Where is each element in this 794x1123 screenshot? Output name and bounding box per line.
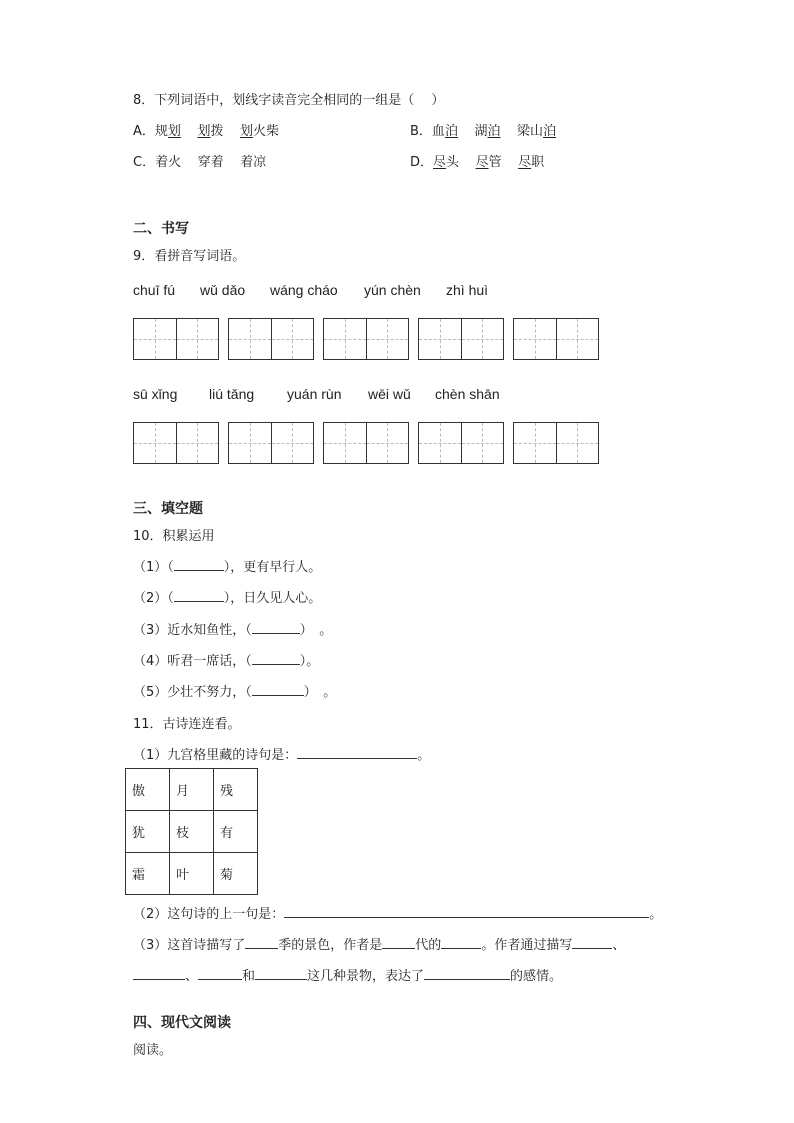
- answer-blank[interactable]: [284, 905, 649, 918]
- q8-option-b[interactable]: B．血泊 湖泊 梁山泊: [410, 124, 557, 139]
- pinyin-label: yuán rùn: [287, 386, 342, 402]
- answer-blank[interactable]: [441, 936, 481, 949]
- grid-cell: 叶: [170, 853, 214, 895]
- answer-blank[interactable]: [382, 936, 415, 949]
- q10-item-3: （3）近水知鱼性，（ ） 。: [133, 623, 333, 638]
- pinyin-label: zhì huì: [446, 282, 489, 298]
- section2-title: 二、书写: [133, 221, 189, 237]
- answer-blank[interactable]: [572, 936, 612, 949]
- grid-cell: 菊: [214, 853, 258, 895]
- q8-stem: 8．下列词语中，划线字读音完全相同的一组是（ ）: [133, 93, 445, 108]
- pinyin-label: liú tǎng: [209, 386, 255, 402]
- nine-square-grid: [125, 768, 258, 895]
- writing-box[interactable]: [323, 422, 409, 464]
- writing-box[interactable]: [513, 318, 599, 360]
- pinyin-label: yún chèn: [364, 282, 421, 298]
- grid-cell: 枝: [170, 811, 214, 853]
- q8-option-c[interactable]: C．着火 穿着 着凉: [133, 155, 267, 170]
- grid-cell: 犹: [126, 811, 170, 853]
- pinyin-label: chuī fú: [133, 282, 176, 298]
- writing-box[interactable]: [228, 318, 314, 360]
- answer-blank[interactable]: [252, 652, 300, 665]
- q10-stem: 10．积累运用: [133, 529, 215, 544]
- section3-title: 三、填空题: [133, 501, 203, 517]
- answer-blank[interactable]: [133, 967, 185, 980]
- answer-blank[interactable]: [252, 683, 304, 696]
- grid-cell: 月: [170, 769, 214, 811]
- pinyin-label: wēi wǔ: [368, 386, 411, 402]
- grid-cell: 残: [214, 769, 258, 811]
- pinyin-label: wáng cháo: [270, 282, 338, 298]
- q10-item-4: （4）听君一席话，（ ）。: [133, 654, 320, 669]
- grid-cell: 霜: [126, 853, 170, 895]
- writing-box[interactable]: [418, 422, 504, 464]
- writing-box[interactable]: [133, 318, 219, 360]
- answer-blank[interactable]: [252, 621, 300, 634]
- q8-option-d[interactable]: D．尽头 尽管 尽职: [410, 155, 545, 170]
- q11-part-1: （1）九宫格里藏的诗句是： 。: [133, 748, 431, 763]
- answer-blank[interactable]: [198, 967, 242, 980]
- q11-stem: 11．古诗连连看。: [133, 717, 241, 732]
- q11-part-3: （3）这首诗描写了 季的景色，作者是 代的 。作者通过描写 、: [133, 938, 626, 953]
- pinyin-label: sū xǐng: [133, 386, 178, 402]
- q8-option-a[interactable]: A．规划 划拨 划火柴: [133, 124, 280, 139]
- answer-blank[interactable]: [174, 558, 224, 571]
- answer-blank[interactable]: [174, 589, 224, 602]
- reading-label: 阅读。: [133, 1043, 173, 1058]
- writing-box[interactable]: [133, 422, 219, 464]
- grid-cell: 傲: [126, 769, 170, 811]
- answer-blank[interactable]: [424, 967, 510, 980]
- writing-box[interactable]: [418, 318, 504, 360]
- q10-item-2: （2）（ ），日久见人心。: [133, 591, 322, 606]
- answer-blank[interactable]: [255, 967, 307, 980]
- q11-part-2: （2）这句诗的上一句是： 。: [133, 907, 663, 922]
- answer-blank[interactable]: [245, 936, 278, 949]
- pinyin-label: chèn shān: [435, 386, 500, 402]
- writing-box[interactable]: [513, 422, 599, 464]
- answer-blank[interactable]: [297, 746, 417, 759]
- section4-title: 四、现代文阅读: [133, 1015, 231, 1031]
- q11-part-4: 、 和 这几种景物，表达了 的感情。: [133, 965, 562, 984]
- grid-cell: 有: [214, 811, 258, 853]
- writing-box[interactable]: [228, 422, 314, 464]
- writing-box[interactable]: [323, 318, 409, 360]
- q9-stem: 9．看拼音写词语。: [133, 249, 246, 264]
- q10-item-5: （5）少壮不努力，（ ） 。: [133, 685, 337, 700]
- pinyin-label: wǔ dǎo: [200, 282, 246, 298]
- q10-item-1: （1）（ ），更有早行人。: [133, 560, 322, 575]
